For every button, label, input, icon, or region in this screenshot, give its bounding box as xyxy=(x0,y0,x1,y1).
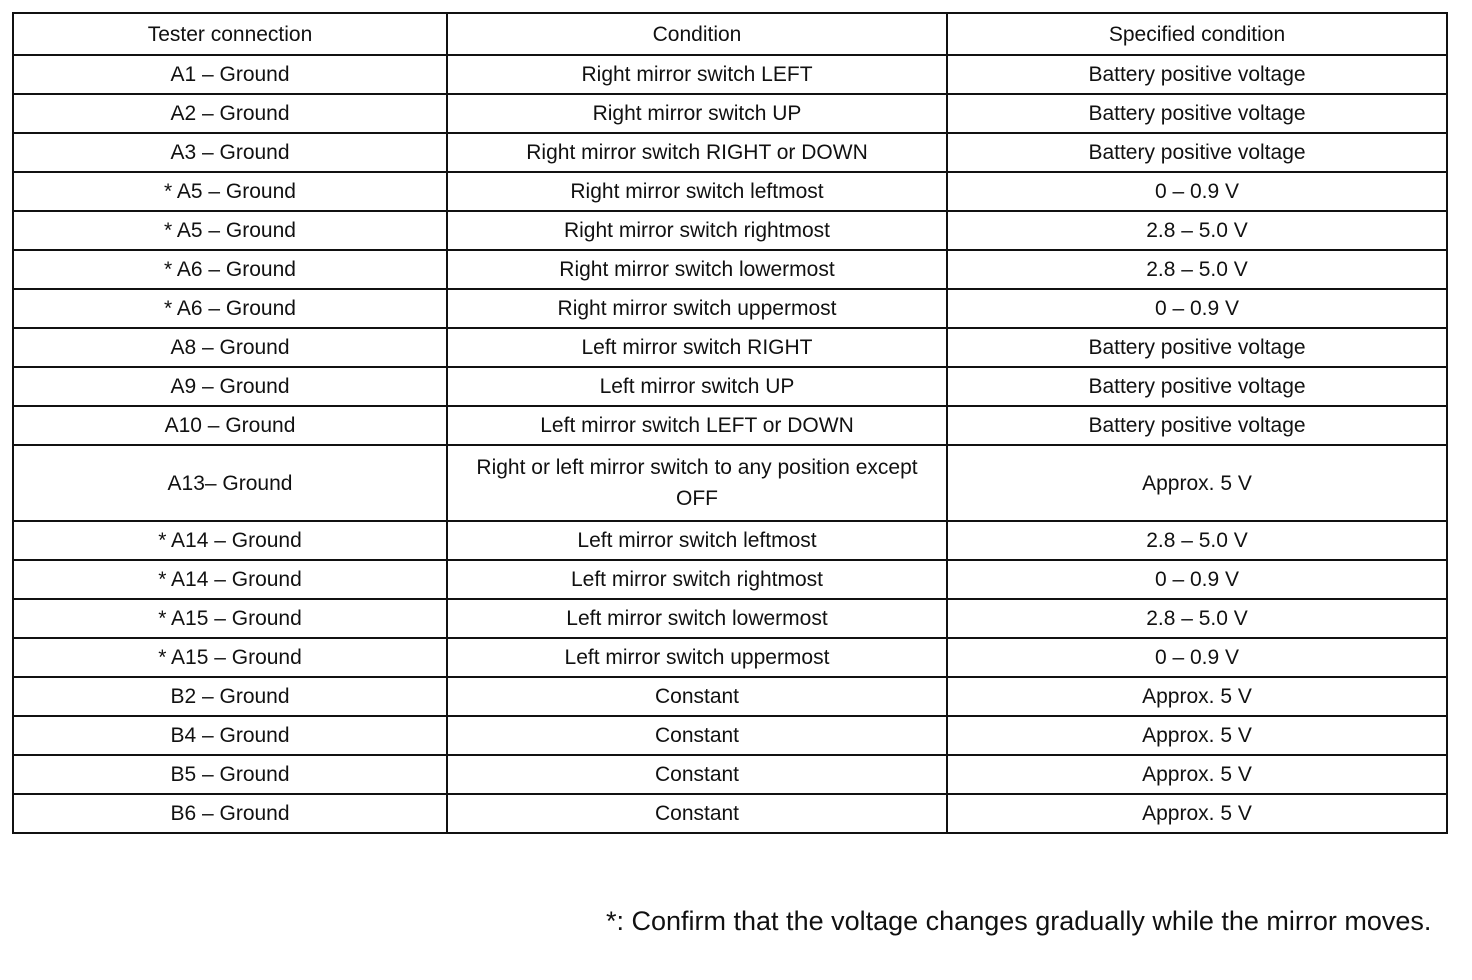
specified-condition-cell: 2.8 – 5.0 V xyxy=(947,599,1447,638)
condition-cell: Right mirror switch leftmost xyxy=(447,172,947,211)
specified-condition-cell: 0 – 0.9 V xyxy=(947,560,1447,599)
table-row xyxy=(13,328,1447,367)
specified-condition-cell: 2.8 – 5.0 V xyxy=(947,250,1447,289)
table-row xyxy=(13,211,1447,250)
condition-cell: Right mirror switch RIGHT or DOWN xyxy=(447,133,947,172)
footnote: *: Confirm that the voltage changes gradually while the mirror moves. xyxy=(606,906,1432,936)
specified-condition-cell: Approx. 5 V xyxy=(947,716,1447,755)
tester-connection-cell: A3 – Ground xyxy=(13,133,447,172)
table-row xyxy=(13,716,1447,755)
tester-connection-cell: B4 – Ground xyxy=(13,716,447,755)
tester-connection-cell: B2 – Ground xyxy=(13,677,447,716)
specified-condition-cell: Battery positive voltage xyxy=(947,406,1447,445)
condition-cell: Left mirror switch UP xyxy=(447,367,947,406)
tester-connection-cell: B6 – Ground xyxy=(13,794,447,833)
tester-connection-cell: B5 – Ground xyxy=(13,755,447,794)
header-condition: Condition xyxy=(447,13,947,55)
tester-connection-cell: * A15 – Ground xyxy=(13,638,447,677)
condition-cell: Left mirror switch RIGHT xyxy=(447,328,947,367)
condition-cell: Left mirror switch lowermost xyxy=(447,599,947,638)
tester-connection-cell: A8 – Ground xyxy=(13,328,447,367)
header-tester-connection: Tester connection xyxy=(13,13,447,55)
table-row xyxy=(13,521,1447,560)
condition-cell: Constant xyxy=(447,794,947,833)
table-row xyxy=(13,94,1447,133)
specified-condition-cell: Battery positive voltage xyxy=(947,328,1447,367)
specified-condition-cell: 0 – 0.9 V xyxy=(947,638,1447,677)
specified-condition-cell: Approx. 5 V xyxy=(947,677,1447,716)
specified-condition-cell: Battery positive voltage xyxy=(947,55,1447,94)
tester-connection-cell: * A14 – Ground xyxy=(13,521,447,560)
table-row xyxy=(13,289,1447,328)
table-header-row xyxy=(13,13,1447,55)
condition-cell: Constant xyxy=(447,716,947,755)
table-row xyxy=(13,677,1447,716)
tester-connection-cell: * A6 – Ground xyxy=(13,250,447,289)
condition-cell: Left mirror switch leftmost xyxy=(447,521,947,560)
table-row xyxy=(13,755,1447,794)
table-row xyxy=(13,560,1447,599)
tester-connection-cell: * A14 – Ground xyxy=(13,560,447,599)
specified-condition-cell: Battery positive voltage xyxy=(947,367,1447,406)
table-row xyxy=(13,55,1447,94)
condition-cell: Right mirror switch LEFT xyxy=(447,55,947,94)
tester-connection-cell: * A5 – Ground xyxy=(13,172,447,211)
tester-connection-cell: A13– Ground xyxy=(13,445,447,521)
table-row xyxy=(13,445,1447,521)
table-row xyxy=(13,638,1447,677)
specified-condition-cell: Battery positive voltage xyxy=(947,94,1447,133)
specified-condition-cell: Battery positive voltage xyxy=(947,133,1447,172)
specified-condition-cell: Approx. 5 V xyxy=(947,794,1447,833)
condition-cell: Right mirror switch UP xyxy=(447,94,947,133)
tester-connection-cell: A1 – Ground xyxy=(13,55,447,94)
table-row xyxy=(13,367,1447,406)
condition-cell: Right or left mirror switch to any position except OFF xyxy=(447,445,947,521)
specified-condition-cell: 0 – 0.9 V xyxy=(947,289,1447,328)
specified-condition-cell: 2.8 – 5.0 V xyxy=(947,211,1447,250)
condition-cell: Right mirror switch rightmost xyxy=(447,211,947,250)
condition-cell: Constant xyxy=(447,677,947,716)
tester-connection-cell: * A6 – Ground xyxy=(13,289,447,328)
table-row xyxy=(13,133,1447,172)
tester-connection-table xyxy=(12,12,1448,834)
condition-cell: Left mirror switch rightmost xyxy=(447,560,947,599)
table-row xyxy=(13,406,1447,445)
condition-cell: Right mirror switch lowermost xyxy=(447,250,947,289)
specified-condition-cell: 2.8 – 5.0 V xyxy=(947,521,1447,560)
specified-condition-cell: Approx. 5 V xyxy=(947,445,1447,521)
tester-connection-cell: A9 – Ground xyxy=(13,367,447,406)
table-row xyxy=(13,172,1447,211)
tester-connection-cell: A2 – Ground xyxy=(13,94,447,133)
specified-condition-cell: 0 – 0.9 V xyxy=(947,172,1447,211)
table-row xyxy=(13,250,1447,289)
tester-connection-cell: A10 – Ground xyxy=(13,406,447,445)
table-row xyxy=(13,599,1447,638)
condition-cell: Right mirror switch uppermost xyxy=(447,289,947,328)
condition-cell: Left mirror switch LEFT or DOWN xyxy=(447,406,947,445)
tester-connection-cell: * A5 – Ground xyxy=(13,211,447,250)
tester-connection-cell: * A15 – Ground xyxy=(13,599,447,638)
header-specified-condition: Specified condition xyxy=(947,13,1447,55)
table-row xyxy=(13,794,1447,833)
condition-cell: Constant xyxy=(447,755,947,794)
condition-cell: Left mirror switch uppermost xyxy=(447,638,947,677)
specified-condition-cell: Approx. 5 V xyxy=(947,755,1447,794)
